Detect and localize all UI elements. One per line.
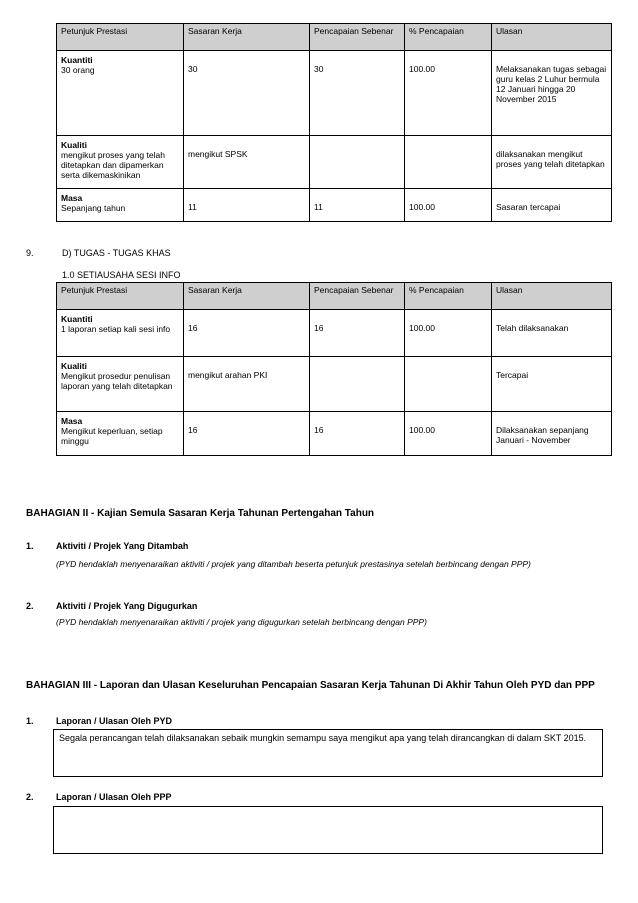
remarks-cell — [492, 51, 612, 136]
remarks-text: dilaksanakan mengikut proses yang telah ditetapkan — [496, 149, 605, 169]
indicator-cell — [57, 357, 184, 412]
table-header-row — [57, 283, 612, 310]
actual-cell — [310, 412, 405, 456]
percent-value: 100.00 — [409, 323, 435, 333]
percent-value: 100.00 — [409, 64, 435, 74]
percent-cell — [405, 189, 492, 222]
actual-cell — [310, 310, 405, 357]
item-number: 1. — [26, 716, 34, 726]
remarks-cell — [492, 310, 612, 357]
header-remarks: Ulasan — [492, 283, 612, 310]
actual-value: 16 — [314, 323, 324, 333]
target-cell — [184, 310, 310, 357]
item-title: Laporan / Ulasan Oleh PYD — [56, 716, 173, 726]
header-percent: % Pencapaian — [405, 24, 492, 51]
target-cell — [184, 51, 310, 136]
indicator-cell — [57, 136, 184, 189]
item-title: Laporan / Ulasan Oleh PPP — [56, 792, 172, 802]
actual-cell — [310, 51, 405, 136]
indicator-cell — [57, 310, 184, 357]
target-cell — [184, 412, 310, 456]
row-label: Kualiti — [61, 361, 87, 371]
actual-cell — [310, 136, 405, 189]
table-header-row — [57, 24, 612, 51]
target-value: mengikut arahan PKI — [188, 370, 268, 380]
actual-value: 30 — [314, 64, 324, 74]
ppp-report-textarea[interactable] — [53, 806, 603, 854]
remarks-cell — [492, 136, 612, 189]
item-number: 2. — [26, 792, 34, 802]
bahagian-2-title: BAHAGIAN II - Kajian Semula Sasaran Kerja Tahunan Pertengahan Tahun — [26, 508, 375, 519]
target-value: 30 — [188, 64, 198, 74]
remarks-cell — [492, 189, 612, 222]
row-label: Kuantiti — [61, 314, 93, 324]
item-number: 2. — [26, 601, 34, 611]
indicator-text: Sepanjang tahun — [61, 203, 126, 213]
header-indicator: Petunjuk Prestasi — [57, 24, 184, 51]
indicator-text: Mengikut keperluan, setiap minggu — [61, 426, 163, 446]
indicator-text: Mengikut prosedur penulisan laporan yang telah ditetapkan — [61, 371, 173, 391]
item-number: 1. — [26, 541, 34, 551]
header-target: Sasaran Kerja — [184, 24, 310, 51]
indicator-text: mengikut proses yang telah ditetapkan dan dipamerkan serta dikemaskinikan — [61, 150, 165, 180]
header-remarks: Ulasan — [492, 24, 612, 51]
table-row — [57, 136, 612, 189]
indicator-text: 1 laporan setiap kali sesi info — [61, 324, 171, 334]
target-value: 11 — [188, 202, 197, 212]
row-label: Kuantiti — [61, 55, 93, 65]
remarks-cell — [492, 357, 612, 412]
header-target: Sasaran Kerja — [184, 283, 310, 310]
item-note: (PYD hendaklah menyenaraikan aktiviti / projek yang digugurkan setelah berbincang dengan PPP) — [56, 617, 427, 627]
actual-cell — [310, 357, 405, 412]
percent-cell — [405, 357, 492, 412]
section-subtitle: 1.0 SETIAUSAHA SESI INFO — [62, 270, 181, 280]
row-label: Masa — [61, 193, 83, 203]
percent-cell — [405, 310, 492, 357]
indicator-text: 30 orang — [61, 65, 95, 75]
table-row — [57, 310, 612, 357]
target-value: 16 — [188, 425, 198, 435]
actual-cell — [310, 189, 405, 222]
item-title: Aktiviti / Projek Yang Digugurkan — [56, 601, 198, 611]
item-note: (PYD hendaklah menyenaraikan aktiviti / projek yang ditambah beserta petunjuk prestasinya setelah berbincang dengan PPP) — [56, 559, 531, 569]
remarks-cell — [492, 412, 612, 456]
indicator-cell — [57, 412, 184, 456]
section-title: D) TUGAS - TUGAS KHAS — [62, 248, 171, 258]
remarks-text: Tercapai — [496, 370, 529, 380]
row-label: Masa — [61, 416, 83, 426]
target-value: mengikut SPSK — [188, 149, 248, 159]
actual-value: 16 — [314, 425, 324, 435]
skt-table-2 — [56, 282, 612, 456]
target-cell — [184, 357, 310, 412]
target-cell — [184, 136, 310, 189]
table-row — [57, 412, 612, 456]
remarks-text: Telah dilaksanakan — [496, 323, 569, 333]
percent-value: 100.00 — [409, 202, 435, 212]
header-percent: % Pencapaian — [405, 283, 492, 310]
percent-cell — [405, 51, 492, 136]
target-value: 16 — [188, 323, 198, 333]
remarks-text: Sasaran tercapai — [496, 202, 561, 212]
percent-value: 100.00 — [409, 425, 435, 435]
indicator-cell — [57, 51, 184, 136]
header-actual: Pencapaian Sebenar — [310, 283, 405, 310]
skt-table-1 — [56, 23, 612, 222]
table-row — [57, 357, 612, 412]
remarks-text: Dilaksanakan sepanjang Januari - November — [496, 425, 589, 445]
item-title: Aktiviti / Projek Yang Ditambah — [56, 541, 189, 551]
table-row — [57, 51, 612, 136]
percent-cell — [405, 136, 492, 189]
header-indicator: Petunjuk Prestasi — [57, 283, 184, 310]
header-actual: Pencapaian Sebenar — [310, 24, 405, 51]
section-number: 9. — [26, 248, 34, 258]
bahagian-3-title: BAHAGIAN III - Laporan dan Ulasan Keseluruhan Pencapaian Sasaran Kerja Tahunan Di Akhir Tahun Oleh PYD dan PPP — [26, 680, 595, 691]
target-cell — [184, 189, 310, 222]
indicator-cell — [57, 189, 184, 222]
pyd-report-textarea[interactable]: Segala perancangan telah dilaksanakan sebaik mungkin semampu saya mengikut apa yang telah dirancangkan di dalam SKT 2015. — [53, 729, 603, 777]
percent-cell — [405, 412, 492, 456]
row-label: Kualiti — [61, 140, 87, 150]
actual-value: 11 — [314, 202, 323, 212]
table-row — [57, 189, 612, 222]
remarks-text: Melaksanakan tugas sebagai guru kelas 2 Luhur bermula 12 Januari hingga 20 November 2015 — [496, 64, 607, 104]
